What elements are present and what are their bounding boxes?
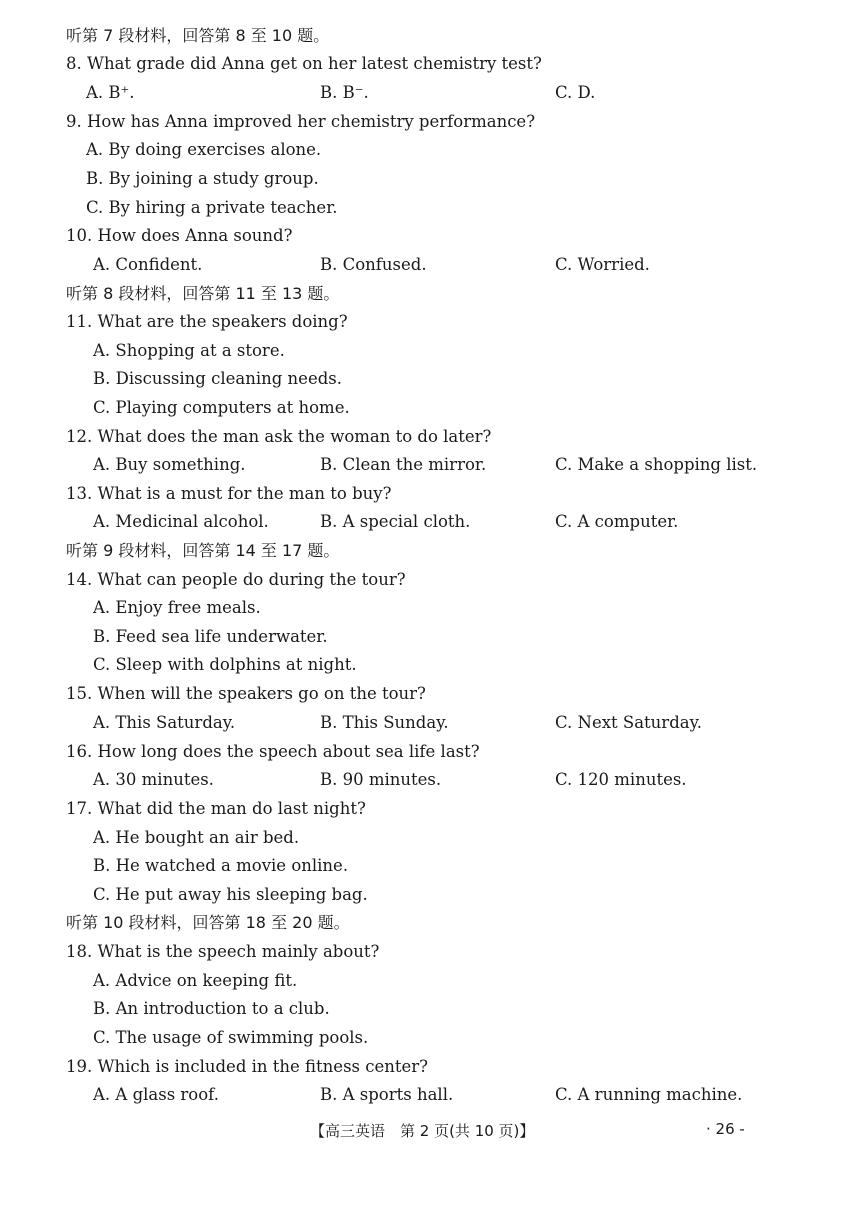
q14-option-c: C. Sleep with dolphins at night. <box>93 655 357 674</box>
question-8: 8. What grade did Anna get on her latest chemistry test? <box>66 54 542 73</box>
q9-option-c: C. By hiring a private teacher. <box>86 198 338 217</box>
q17-option-a: A. He bought an air bed. <box>93 828 300 847</box>
q14-option-a: A. Enjoy free meals. <box>93 598 261 617</box>
q8-option-a: A. B⁺. <box>86 83 135 102</box>
question-11: 11. What are the speakers doing? <box>66 312 348 331</box>
q10-option-b: B. Confused. <box>320 255 427 274</box>
q19-option-b: B. A sports hall. <box>320 1085 454 1104</box>
q11-option-a: A. Shopping at a store. <box>93 341 285 360</box>
q12-option-c: C. Make a shopping list. <box>555 455 758 474</box>
q16-option-b: B. 90 minutes. <box>320 770 442 789</box>
q14-option-b: B. Feed sea life underwater. <box>93 627 328 646</box>
question-12: 12. What does the man ask the woman to do later? <box>66 427 492 446</box>
question-17: 17. What did the man do last night? <box>66 799 366 818</box>
q10-option-c: C. Worried. <box>555 255 650 274</box>
q11-option-b: B. Discussing cleaning needs. <box>93 369 342 388</box>
q16-option-a: A. 30 minutes. <box>93 770 214 789</box>
q18-option-b: B. An introduction to a club. <box>93 999 330 1018</box>
question-10: 10. How does Anna sound? <box>66 226 293 245</box>
q19-option-a: A. A glass roof. <box>93 1085 219 1104</box>
section-heading-8: 听第 8 段材料，回答第 11 至 13 题。 <box>66 284 340 303</box>
q8-option-b: B. B⁻. <box>320 83 369 102</box>
q8-option-c: C. D. <box>555 83 596 102</box>
question-15: 15. When will the speakers go on the tour? <box>66 684 426 703</box>
q9-option-a: A. By doing exercises alone. <box>86 140 322 159</box>
q13-option-a: A. Medicinal alcohol. <box>93 512 269 531</box>
q12-option-a: A. Buy something. <box>93 455 246 474</box>
question-18: 18. What is the speech mainly about? <box>66 942 380 961</box>
q12-option-b: B. Clean the mirror. <box>320 455 487 474</box>
q19-option-c: C. A running machine. <box>555 1085 743 1104</box>
q9-option-b: B. By joining a study group. <box>86 169 319 188</box>
q11-option-c: C. Playing computers at home. <box>93 398 350 417</box>
section-heading-10: 听第 10 段材料，回答第 18 至 20 题。 <box>66 913 350 932</box>
q10-option-a: A. Confident. <box>93 255 203 274</box>
section-heading-9: 听第 9 段材料，回答第 14 至 17 题。 <box>66 541 340 560</box>
question-9: 9. How has Anna improved her chemistry performance? <box>66 112 536 131</box>
question-13: 13. What is a must for the man to buy? <box>66 484 392 503</box>
question-14: 14. What can people do during the tour? <box>66 570 406 589</box>
q18-option-a: A. Advice on keeping fit. <box>93 971 298 990</box>
q15-option-a: A. This Saturday. <box>93 713 236 732</box>
question-19: 19. Which is included in the fitness center? <box>66 1057 429 1076</box>
q16-option-c: C. 120 minutes. <box>555 770 687 789</box>
q15-option-c: C. Next Saturday. <box>555 713 702 732</box>
q13-option-c: C. A computer. <box>555 512 679 531</box>
section-heading-7: 听第 7 段材料，回答第 8 至 10 题。 <box>66 26 330 45</box>
q17-option-c: C. He put away his sleeping bag. <box>93 885 368 904</box>
question-16: 16. How long does the speech about sea life last? <box>66 742 480 761</box>
q17-option-b: B. He watched a movie online. <box>93 856 349 875</box>
footer-title: 【高三英语 第 2 页(共 10 页)】 <box>310 1122 535 1140</box>
q15-option-b: B. This Sunday. <box>320 713 449 732</box>
q13-option-b: B. A special cloth. <box>320 512 471 531</box>
q18-option-c: C. The usage of swimming pools. <box>93 1028 369 1047</box>
page-number: · 26 - <box>706 1120 745 1138</box>
